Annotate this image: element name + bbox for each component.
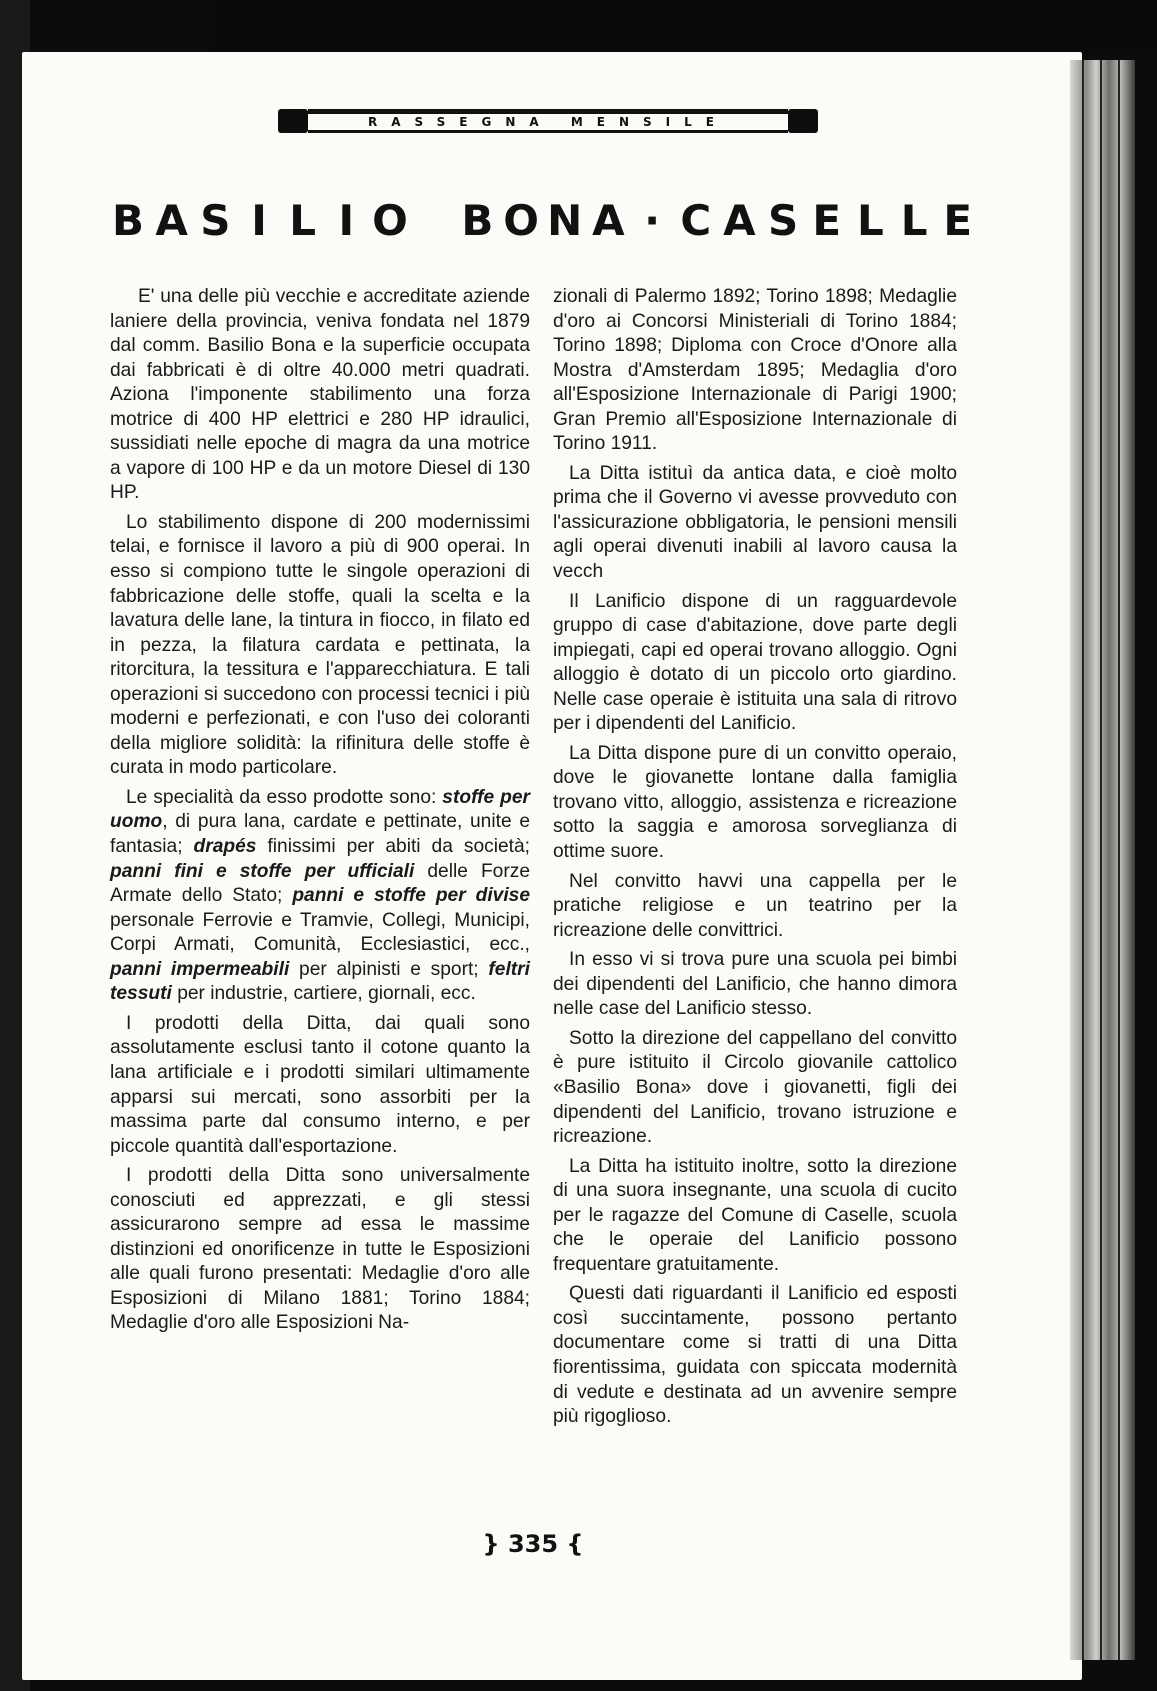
product-term: feltri tessuti <box>110 958 530 1005</box>
text-run: Le specialità da esso prodotte sono: <box>126 786 443 808</box>
text-run: per alpinisti e sport; <box>289 958 489 980</box>
product-term: panni fini e stoffe per ufficiali <box>110 860 415 882</box>
article-title <box>108 190 978 250</box>
title-letter: L <box>857 195 884 245</box>
journal-banner <box>278 106 818 136</box>
page-number: } 335 { <box>482 1530 584 1558</box>
title-letter: A <box>592 195 625 245</box>
banner-text: RASSEGNA MENSILE <box>308 109 788 133</box>
text-run: per industrie, cartiere, giornali, ecc. <box>171 983 476 1005</box>
paragraph: zionali di Palermo 1892; Torino 1898; Medaglie d'oro ai Concorsi Ministeriali di Torino 1884; Torino 1898; Diploma con Croce d'Onore alla Mostra d'Amsterdam 1895; Medaglia d'oro all'Esposizione Internazionale di Parigi 1900; Gran Premio all'Esposizione Internazionale di Torino 1911. <box>553 286 957 455</box>
paragraph: La Ditta istituì da antica data, e cioè molto prima che il Governo vi avesse provveduto con l'assicurazione obbligatoria, le pensioni mensili agli operai divenuti inabili al lavoro causa la vecch <box>553 462 957 583</box>
text-run: delle Forze Armate dello Stato; <box>110 860 530 907</box>
title-letter: B <box>461 195 494 245</box>
paragraph: I prodotti della Ditta sono universalmente conosciuti ed apprezzati, e gli stessi assicurarono sempre ad essa le massime distinzioni ed onorificenze in tutte le Esposizioni alle quali furono presentati: Medaglie d'oro alle Esposizioni di Milano 1881; Torino 1884; Medaglie d'oro alle Esposizioni Na- <box>110 1165 530 1334</box>
text-run: finissimi per abiti da società; <box>256 836 530 858</box>
banner-cap-left <box>278 109 308 133</box>
title-letter: S <box>767 195 799 245</box>
paragraph: Questi dati riguardanti il Lanificio ed esposti così succintamente, possono pertanto documentare come si tratti di una Ditta fiorentissima, guidata con spiccata modernità di vedute e destinata ad un avvenire sempre più rigoglioso. <box>553 1283 957 1428</box>
paragraph: In esso vi si trova pure una scuola pei bimbi dei dipendenti del Lanificio, che hanno dimora nelle case del Lanificio stesso. <box>553 949 957 1020</box>
title-letter: L <box>900 195 928 245</box>
paragraph-specialita <box>110 786 530 1007</box>
banner-cap-right <box>788 109 818 133</box>
product-term: stoffe per uomo <box>110 786 530 833</box>
title-letter: O <box>372 195 408 245</box>
title-letter: I <box>338 195 355 245</box>
text-run: personale Ferrovie e Tramvie, Collegi, Municipi, Corpi Armati, Comunità, Ecclesiastici, ecc., <box>110 909 530 956</box>
product-term: panni e stoffe per divise <box>292 885 530 907</box>
paragraph: Nel convitto havvi una cappella per le pratiche religiose e un teatrino per la ricreazione delle convittrici. <box>553 870 957 941</box>
title-letter: N <box>547 195 583 245</box>
title-letter: B <box>111 195 144 245</box>
book-page-edges <box>1070 60 1135 1660</box>
paragraph: Il Lanificio dispone di un ragguardevole gruppo di case d'abitazione, dove parte degli impiegati, capi ed operai trovano alloggio. Ogni alloggio è dotato di un piccolo orto giardino. Nelle case operaie è istituita una sala di ritrovo per i dipendenti del Lanificio. <box>553 590 957 735</box>
title-letter: A <box>155 195 188 245</box>
paragraph: Sotto la direzione del cappellano del convitto è pure istituito il Circolo giovanile cattolico «Basilio Bona» dove i giovanetti, figli dei dipendenti del Lanificio, trovano istruzione e ricreazione. <box>553 1027 957 1148</box>
paragraph: La Ditta dispone pure di un convitto operaio, dove le giovanette lontane dalla famiglia trovano vitto, alloggio, assistenza e ricreazione sotto la saggia e amorosa sorveglianza di ottime suore. <box>553 742 957 863</box>
title-letter: E <box>943 195 973 245</box>
left-column <box>110 285 530 1341</box>
title-letter: S <box>200 195 231 245</box>
product-term: panni impermeabili <box>110 958 290 980</box>
paragraph: E' una delle più vecchie e accreditate aziende laniere della provincia, veniva fondata nel 1879 dal comm. Basilio Bona e la superficie occupata dai fabbricati è di oltre 40.000 metri quadrati. Aziona l'imponente stabilimento una forza motrice di 400 HP elettrici e 280 HP idraulici, sussidiati nelle epoche di magra da una motrice a vapore di 100 HP e da un motore Diesel di 130 HP. <box>110 286 530 504</box>
right-column <box>553 285 957 1435</box>
product-term: drapés <box>193 836 257 858</box>
title-letter: A <box>723 195 756 245</box>
title-letter: O <box>503 195 539 245</box>
paragraph: I prodotti della Ditta, dai quali sono assolutamente esclusi tanto il cotone quanto la lana artificiale e i prodotti similari ultimamente apparsi sui mercati, sono assorbiti per la massima parte dal consumo interno, e per piccole quantità dall'esportazione. <box>110 1012 530 1157</box>
title-letter: C <box>680 195 712 245</box>
text-run: , di pura lana, cardate e pettinate, unite e fantasia; <box>110 811 530 858</box>
title-letter: E <box>812 195 842 245</box>
paragraph: La Ditta ha istituito inoltre, sotto la direzione di una suora insegnante, una scuola di cucito per le ragazze del Comune di Caselle, scuola che le operaie del Lanificio possono frequentare gratuitamente. <box>553 1155 957 1275</box>
paragraph: Lo stabilimento dispone di 200 modernissimi telai, e fornisce il lavoro a più di 900 operai. In esso si compiono tutte le singole operazioni di fabbricazione delle stoffe, quali la scelta e la lavatura delle lane, la tintura in fiocco, in filato ed in pezza, la filatura cardata e pettinata, la ritorcitura, la tessitura e l'apparecchiatura. E tali operazioni si succedono con processi tecnici i più moderni e perfezionati, e con l'uso dei coloranti della migliore solidità: la rifinitura delle stoffe è curata in modo particolare. <box>110 511 530 779</box>
title-letter: I <box>251 195 267 245</box>
scan-top-edge <box>210 0 1157 55</box>
title-separator: · <box>644 195 661 245</box>
title-letter: L <box>289 195 317 245</box>
